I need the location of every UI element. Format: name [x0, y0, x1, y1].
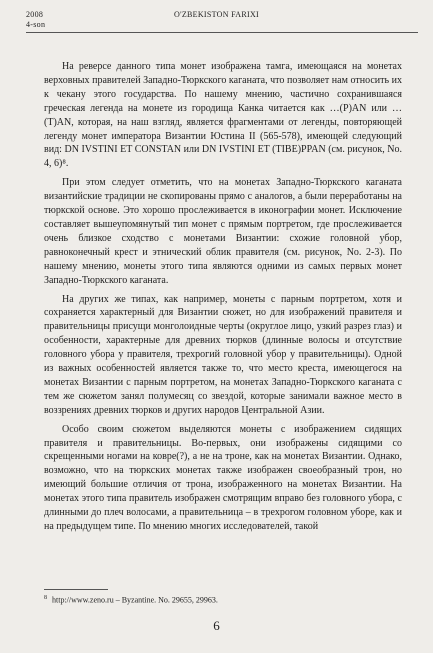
paragraph: На других же типах, как например, монеты с парным портретом, хотя и сохраняется характерный для Византии сюжет, но для изображений правителя и правительницы присущи монголоидные черты (округлое лицо, узкий разрез глаз) и особенности, характерные для древних тюрков (длинные волосы и отсутствие головного убора у правителя, трехрогий головной убор у правительницы). Одной из важных особенностей является также то, что место креста, имеющегося на монетах Византии с парным портретом, на монетах Западно-Тюркского каганата с тем же сюжетом занял полумесяц со звездой, которые занимали важное место в воззрениях древних тюрков и других народов Центральной Азии. — [44, 293, 402, 416]
footnote — [44, 595, 402, 605]
running-header — [0, 10, 433, 40]
paragraph: На реверсе данного типа монет изображена тамга, имеющаяся на монетах верховных правителей Западно-Тюркского каганата, что позволяет нам относить их к чекану этого государства. По нашему мнению, частично сохранившаяся греческая легенда на монете из городища Канка читается как …(P)AN или …(T)AN, которая, на наш взгляд, является фрагментами от легенды, повторяющей легенду монет императора Византии Юстина II (565-578), имеющей следующий вид: DN IVSTINI ET CONSTAN или DN IVSTINI ET (TIBE)PPAN (см. рисунок, No. 4, 6)⁸. — [44, 61, 402, 170]
paragraph: Особо своим сюжетом выделяются монеты с изображением сидящих правителя и правительницы. Во-первых, они изображены сидящими со скрещенными ногами на ковре(?), а не на троне, как на монетах Византии. Однако, возможно, что на тюркских монетах также изображен своеобразный трон, но имеющий большие отличия от трона, изображенного на монетах Византии. На монетах этого типа правитель изображен смотрящим вправо без головного убора, с длинными до плеч волосами, а правительница – в трехрогом головном уборе, как и на предыдущем типе. По мнению многих исследователей, такой — [44, 423, 402, 532]
header-issue: 4-son — [26, 20, 46, 29]
header-journal-title: O'ZBEKISTON FARIXI — [174, 10, 259, 19]
header-divider — [26, 32, 418, 33]
footnote-divider — [44, 589, 108, 590]
footnote-text: http://www.zeno.ru – Byzantine. No. 29655, 29963. — [52, 595, 218, 605]
article-body — [44, 60, 402, 539]
paragraph: При этом следует отметить, что на монетах Западно-Тюркского каганата византийские традиции не скопированы прямо с аналогов, а были переработаны на тюркской основе. Это хорошо прослеживается в иконографии монет. Исключение составляет вышеупомянутый тип монет с прямым портретом, где прослеживается очень близкое сходство с монетами Византии: схожие головной убор, равноконечный крест и этнический облик правителя (см. рисунок, No. 2-3). По нашему мнению, монеты этого типа являются одними из самых первых монет Западно-Тюркского каганата. — [44, 177, 402, 286]
page-number: 6 — [213, 618, 220, 633]
header-year: 2008 — [26, 10, 44, 19]
footnote-marker: 8 — [44, 595, 47, 601]
